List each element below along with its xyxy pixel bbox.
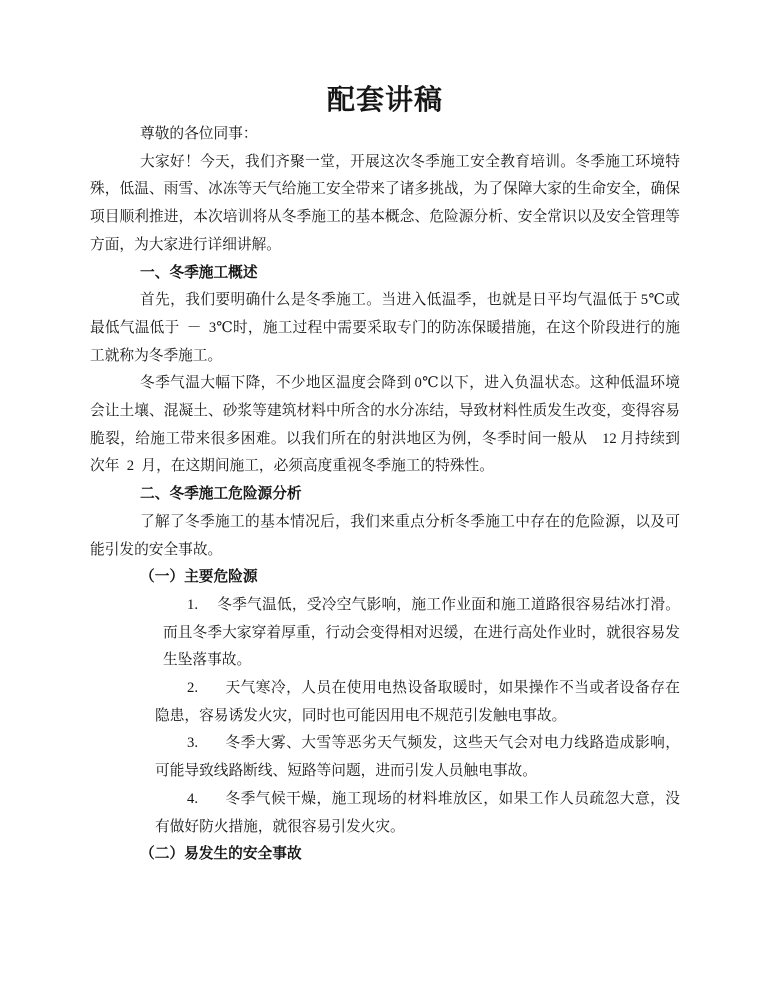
- list-item: [155, 786, 680, 841]
- section2-lead-paragraph: 了解了冬季施工的基本情况后，我们来重点分析冬季施工中存在的危险源，以及可能引发的安全事故。: [90, 513, 680, 558]
- list-item-text: 冬季气温低，受冷空气影响，施工作业面和施工道路很容易结冰打滑。而且冬季大家穿着厚重，行动会变得相对迟缓，在进行高处作业时，就很容易发生坠落事故。: [163, 596, 680, 669]
- section1-paragraph-2: 冬季气温大幅下降，不少地区温度会降到 0℃以下，进入负温状态。这种低温环境会让土壤、混凝土、砂浆等建筑材料中所含的水分冻结，导致材料性质发生改变，变得容易脆裂，给施工带来很多困难。以我们所在的射洪地区为例，冬季时间一般从 12 月持续到次年 2 月，在这期间施工，必须高度重视冬季施工的特殊性。: [90, 375, 680, 475]
- section2-heading: 二、冬季施工危险源分析: [140, 486, 302, 503]
- list-item-text: 天气寒冷，人员在使用电热设备取暖时，如果操作不当或者设备存在隐患，容易诱发火灾，同时也可能因用电不规范引发触电事故。: [155, 680, 680, 724]
- section1-paragraph-1: 首先，我们要明确什么是冬季施工。当进入低温季，也就是日平均气温低于 5℃或最低气温低于 － 3℃时，施工过程中需要采取专门的防冻保暖措施，在这个阶段进行的施工就称为冬季施工。: [90, 292, 680, 364]
- salutation-line: 尊敬的各位同事：: [140, 126, 258, 142]
- list-item: [155, 730, 680, 785]
- list-item: [163, 592, 680, 675]
- list-item-number: 4.: [187, 790, 199, 807]
- intro-paragraph: 大家好！今天，我们齐聚一堂，开展这次冬季施工安全教育培训。冬季施工环境特殊，低温、雨雪、冰冻等天气给施工安全带来了诸多挑战，为了保障大家的生命安全，确保项目顺利推进，本次培训将从冬季施工的基本概念、危险源分析、安全常识以及安全管理等方面，为大家进行详细讲解。: [90, 153, 680, 253]
- list-item-number: 3.: [187, 735, 199, 752]
- list-item-text: 冬季气候干燥，施工现场的材料堆放区，如果工作人员疏忽大意，没有做好防火措施，就很容易引发火灾。: [155, 790, 680, 835]
- subsection1-heading: （一）主要危险源: [140, 569, 258, 586]
- list-item-text: 冬季大雾、大雪等恶劣天气频发，这些天气会对电力线路造成影响，可能导致线路断线、短路等问题，进而引发人员触电事故。: [155, 735, 680, 780]
- document-title: 配套讲稿: [326, 85, 443, 116]
- list-item-number: 1.: [187, 596, 199, 613]
- list-item-number: 2.: [187, 680, 199, 697]
- subsection2-heading: （二）易发生的安全事故: [140, 846, 302, 863]
- list-item: [155, 675, 680, 730]
- section1-heading: 一、冬季施工概述: [140, 264, 258, 281]
- document-body: [90, 0, 680, 869]
